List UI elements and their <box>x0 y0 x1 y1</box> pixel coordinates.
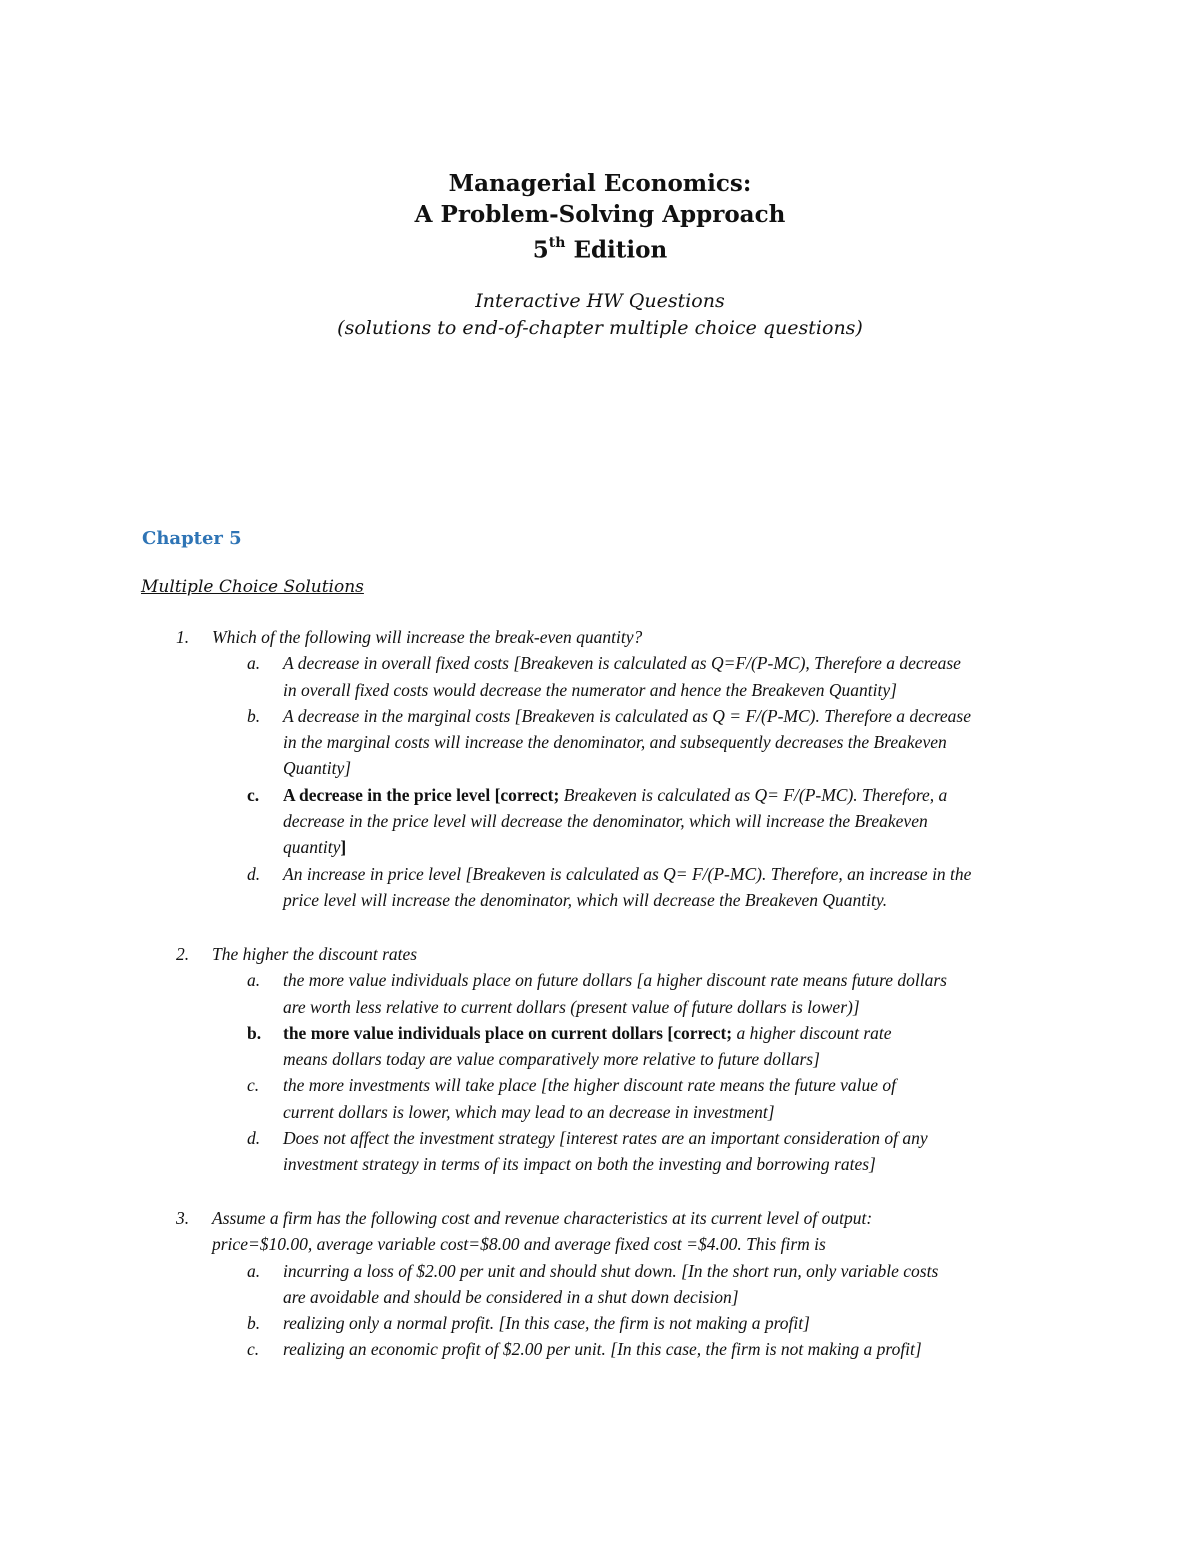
option-b <box>0 1310 1200 1336</box>
option-letter: d. <box>247 863 261 884</box>
option-c <box>0 1336 1200 1362</box>
option-letter: a. <box>247 1260 261 1281</box>
option-c <box>0 1072 1200 1125</box>
question-2 <box>0 941 1200 1178</box>
option-text-line: An increase in price level [Breakeven is calculated as Q= F/(P-MC). Therefore, an increase in the <box>283 863 972 884</box>
option-letter: c. <box>247 1075 260 1096</box>
option-text-line: are worth less relative to current dollars (present value of future dollars is lower)] <box>283 996 860 1017</box>
chapter-heading: Chapter 5 <box>142 528 242 549</box>
option-text-line: A decrease in the marginal costs [Breakeven is calculated as Q = F/(P-MC). Therefore a decrease <box>283 705 971 726</box>
edition-number: 5 <box>532 236 549 264</box>
option-letter: d. <box>247 1128 261 1149</box>
option-letter: c. <box>247 784 260 805</box>
subtitle-block <box>0 288 1200 342</box>
question-3 <box>0 1205 1200 1363</box>
option-text-line: realizing only a normal profit. [In this case, the firm is not making a profit] <box>283 1313 810 1334</box>
option-text-line: incurring a loss of $2.00 per unit and should shut down. [In the short run, only variable costs <box>283 1260 939 1281</box>
option-text-line: Does not affect the investment strategy [interest rates are an important consideration of any <box>283 1128 928 1149</box>
option-text-line: investment strategy in terms of its impact on both the investing and borrowing rates] <box>283 1154 876 1175</box>
option-b-correct <box>0 1020 1200 1073</box>
option-letter: b. <box>247 1313 261 1334</box>
question-text: Which of the following will increase the break-even quantity? <box>212 627 643 647</box>
option-text-line: Quantity] <box>283 758 352 779</box>
option-text-line: current dollars is lower, which may lead to an decrease in investment] <box>283 1101 775 1122</box>
option-text-line: price level will increase the denominator, which will decrease the Breakeven Quantity. <box>283 889 888 910</box>
question-stem <box>0 624 1200 650</box>
title-block <box>0 168 1200 266</box>
option-explanation: a higher discount rate <box>732 1022 892 1043</box>
question-text: The higher the discount rates <box>212 944 418 964</box>
book-title: Managerial Economics: <box>448 170 752 197</box>
book-subtitle: A Problem-Solving Approach <box>414 201 786 228</box>
option-letter: b. <box>247 1022 262 1043</box>
section-heading: Multiple Choice Solutions <box>141 577 364 597</box>
option-text-line: quantity <box>283 837 341 858</box>
question-number: 3. <box>176 1208 190 1228</box>
edition-superscript: th <box>548 235 566 251</box>
option-b <box>0 703 1200 782</box>
question-stem <box>0 1205 1200 1231</box>
option-d <box>0 861 1200 914</box>
question-text: Assume a firm has the following cost and revenue characteristics at its current level of output: <box>212 1208 873 1228</box>
option-text-line: in the marginal costs will increase the denominator, and subsequently decreases the Breakeven <box>283 732 947 753</box>
question-text: price=$10.00, average variable cost=$8.00 and average fixed cost =$4.00. This firm is <box>212 1234 826 1255</box>
correct-answer-text: the more value individuals place on current dollars [correct; <box>283 1022 733 1043</box>
subtitle-line-1: Interactive HW Questions <box>475 290 725 312</box>
option-d <box>0 1125 1200 1178</box>
question-1 <box>0 624 1200 913</box>
option-text-line: A decrease in overall fixed costs [Breakeven is calculated as Q=F/(P-MC), Therefore a decrease <box>283 653 961 674</box>
option-letter: b. <box>247 705 261 726</box>
option-letter: a. <box>247 970 261 991</box>
correct-answer-text: A decrease in the price level [correct; <box>283 784 560 805</box>
question-number: 2. <box>176 944 190 964</box>
option-text-line: the more investments will take place [the higher discount rate means the future value of <box>283 1075 897 1096</box>
option-a <box>0 967 1200 1020</box>
option-explanation: Breakeven is calculated as Q= F/(P-MC). Therefore, a <box>559 784 948 805</box>
option-text-line: are avoidable and should be considered in a shut down decision] <box>283 1286 739 1307</box>
option-text-line: realizing an economic profit of $2.00 per unit. [In this case, the firm is not making a profit] <box>283 1339 922 1360</box>
question-number: 1. <box>176 627 190 647</box>
option-letter: a. <box>247 653 261 674</box>
option-letter: c. <box>247 1339 260 1360</box>
option-a <box>0 650 1200 703</box>
option-text-line: the more value individuals place on future dollars [a higher discount rate means future dollars <box>283 970 947 991</box>
option-a <box>0 1258 1200 1311</box>
closing-bracket: ] <box>340 837 347 858</box>
subtitle-line-2: (solutions to end-of-chapter multiple choice questions) <box>337 317 863 339</box>
option-text-line: in overall fixed costs would decrease the numerator and hence the Breakeven Quantity] <box>283 679 897 700</box>
question-stem-continued <box>0 1231 1200 1257</box>
edition-line <box>0 230 1200 266</box>
question-stem <box>0 941 1200 967</box>
edition-word: Edition <box>565 236 668 264</box>
option-text-line: means dollars today are value comparatively more relative to future dollars] <box>283 1049 820 1070</box>
option-c-correct <box>0 782 1200 861</box>
option-text-line: decrease in the price level will decrease the denominator, which will increase the Breakeven <box>283 811 928 832</box>
